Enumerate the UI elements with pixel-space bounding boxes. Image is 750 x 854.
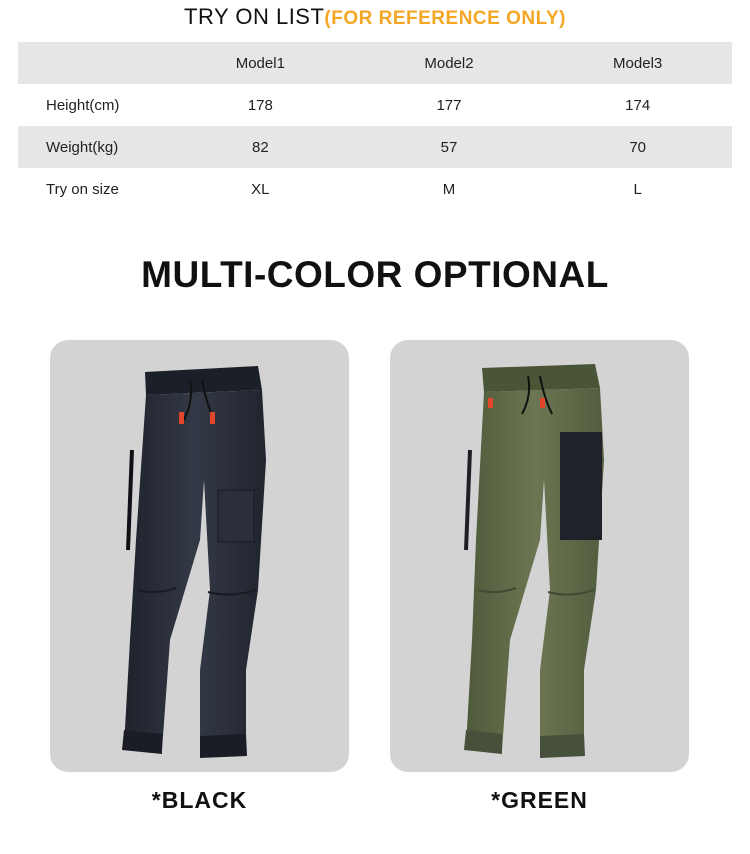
section-title: MULTI-COLOR OPTIONAL xyxy=(141,254,609,295)
table-row xyxy=(18,126,732,168)
color-label-black: *BLACK xyxy=(151,787,248,813)
row-label-weight: Weight(kg) xyxy=(46,138,119,156)
try-on-table xyxy=(18,42,732,210)
table-cell: L xyxy=(633,180,642,198)
table-cell: XL xyxy=(251,180,270,198)
table-corner xyxy=(18,42,166,84)
right-cuff xyxy=(200,734,247,758)
right-cuff xyxy=(540,734,585,758)
green-pants-illustration xyxy=(390,340,689,772)
product-image-green[interactable] xyxy=(390,340,689,772)
reference-note: (FOR REFERENCE ONLY) xyxy=(324,8,566,29)
contrast-pocket xyxy=(560,432,602,540)
toggle-left xyxy=(179,412,184,424)
table-row xyxy=(18,168,732,210)
table-header-row xyxy=(18,42,732,84)
left-cuff xyxy=(464,730,502,754)
cargo-pocket xyxy=(218,490,254,542)
toggle-right xyxy=(540,398,545,408)
product-image-black[interactable] xyxy=(50,340,349,772)
side-strap xyxy=(466,450,470,550)
table-cell: 178 xyxy=(247,96,273,114)
column-header-model2: Model2 xyxy=(424,54,474,72)
table-cell: 57 xyxy=(440,138,458,156)
page-title: TRY ON LIST xyxy=(184,4,325,29)
column-header-model3: Model3 xyxy=(613,54,663,72)
side-strap xyxy=(128,450,132,550)
table-cell: 82 xyxy=(251,138,269,156)
table-cell: 177 xyxy=(436,96,462,114)
pants-body xyxy=(124,390,266,752)
table-cell: 70 xyxy=(629,138,646,156)
table-cell: 174 xyxy=(625,96,651,114)
table-row xyxy=(18,84,732,126)
color-label-green: *GREEN xyxy=(491,787,588,813)
toggle-right xyxy=(210,412,215,424)
column-header-model1: Model1 xyxy=(235,54,285,72)
table-cell: M xyxy=(442,180,456,198)
left-cuff xyxy=(122,730,162,754)
try-on-title xyxy=(0,0,750,36)
black-pants-illustration xyxy=(50,340,349,772)
row-label-height: Height(cm) xyxy=(46,96,120,114)
row-label-size: Try on size xyxy=(46,180,119,198)
toggle-left xyxy=(488,398,493,408)
